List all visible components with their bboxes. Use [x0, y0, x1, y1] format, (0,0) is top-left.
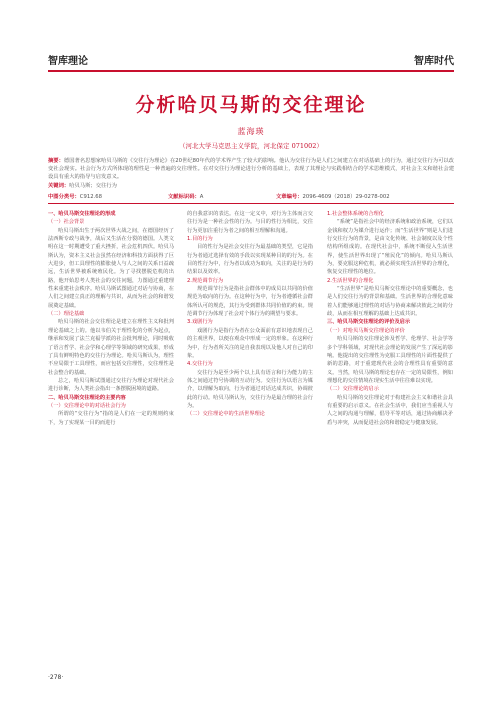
paragraph: 交往行为是至少两个以上具有语言和行为能力的主体之间通过符号协调的互动行为。交往行为以语言为媒介，以理解为取向，行为者通过对话达成共识，协调彼此的行动。哈贝马斯认为，交往行为是最合理的社会行为。	[187, 369, 313, 409]
section-heading: 三、哈贝马斯交往理论的评价及启示	[327, 319, 411, 326]
subsection-heading: 1.目的行为	[187, 236, 213, 243]
header-rule	[48, 70, 454, 72]
doc-label: 文献标识码：	[168, 194, 200, 200]
subsection-heading: 2.规范调节行为	[187, 277, 224, 284]
subsection-heading: （一）对哈贝马斯交往理论的评价	[327, 327, 405, 334]
body-column-3	[327, 210, 453, 670]
clc-value: C912.68	[79, 194, 103, 200]
header-right: 智库时代	[414, 56, 454, 67]
doc-code	[168, 192, 203, 200]
article-title: 分析哈贝马斯的交往理论	[135, 94, 367, 116]
page-number: ·278·	[48, 674, 64, 681]
paragraph: 哈贝马斯出生于两次世界大战之间，在德国经历了法西斯专政与战争，战后又生活在分裂的德国。人类文明在这一时期遭受了重大挫折，社会危机四伏。哈贝马斯认为，资本主义社会虽然在经济和科技方面获得了巨大进步，但工具理性的膨胀使人与人之间的关系日益疏远，生活世界被系统殖民化。为了寻找摆脱危机的出路，他开始思考人类社会的交往问题，力图通过重建理性来重建社会秩序。哈贝马斯试图通过对话与协商，在人们之间建立真正的理解与共识，从而为社会的和谐发展奠定基础。	[48, 227, 174, 309]
paragraph: 总之，哈贝马斯试图通过交往行为理论对现代社会进行诊断，为人类社会指出一条摆脱困境的道路。	[48, 377, 174, 393]
keywords-text: 哈贝马斯；交往行为	[69, 183, 117, 189]
clc-label: 中图分类号：	[48, 194, 80, 200]
subsection-heading: 3.戏剧行为	[187, 319, 213, 326]
paragraph: 规范调节行为是指社会群体中的成员以共同的价值规范为取向的行为。在这种行为中，行为者遵循社会群体所认可的规范，其行为受到群体共同价值的约束。规范调节行为体现了社会对个体行为的期望与要求。	[187, 286, 313, 318]
paragraph: 戏剧行为是指行为者在公众面前有意识地表现自己的主观世界，以便在观众中形成一定的形象。在这种行为中，行为者所关注的是自我表现以及他人对自己的印象。	[187, 327, 313, 359]
id-label: 文章编号：	[276, 194, 303, 200]
id-value: 2096-4609（2018）29-0278-002	[302, 194, 390, 200]
body-column-2	[187, 210, 313, 670]
subsection-heading: （二）交往理论的启示	[327, 386, 379, 393]
header-left: 智库理论	[48, 56, 88, 67]
paragraph: 哈贝马斯的交往理论涉及哲学、伦理学、社会学等多个学科领域，对现代社会理论的发展产生了深远的影响。他提出的交往理性为克服工具理性的片面性提供了新的思路，对于重建现代社会的合理性具有重要的意义。当然，哈贝马斯的理论也存在一定的局限性，例如理想化的交往情境在现实生活中往往难以实现。	[327, 336, 453, 384]
keywords-label: 关键词：	[48, 183, 70, 189]
article-meta	[48, 192, 454, 201]
abstract-label: 摘要：	[48, 158, 64, 164]
meta-rule	[48, 203, 454, 204]
subsection-heading: （二）理论基础	[48, 311, 85, 318]
article-id	[276, 192, 390, 200]
clc-code	[48, 192, 102, 200]
paragraph: “系统”是指社会中的经济系统和政治系统，它们以金钱和权力为媒介进行运作；而“生活世界”则是人们进行交往行为的背景，是由文化传统、社会制度以及个性结构所组成的。在现代社会中，系统不断侵入生活世界，使生活世界出现了“殖民化”的倾向。哈贝马斯认为，要克服这种危机，就必须实现生活世界的合理化，恢复交往理性的地位。	[327, 219, 453, 276]
section-heading: 二、哈贝马斯交往理论的主要内容	[48, 394, 126, 401]
body-column-1	[48, 210, 174, 670]
paragraph: 哈贝马斯的社会交往理论是建立在理性主义和批判理论基础之上的。他以韦伯关于理性化的分析为起点，继承和发展了法兰克福学派的社会批判理论，同时吸收了语言哲学、社会学和心理学等领域的研究成果，形成了具有鲜明特色的交往行为理论。哈贝马斯认为，理性不应局限于工具理性，而应包括交往理性，交往理性是社会整合的基础。	[48, 319, 174, 376]
paragraph: “生活世界”是哈贝马斯交往理论中的重要概念，也是人们交往行为的背景和基础。生活世界的合理化意味着人们能够通过理性的对话与协商来解决彼此之间的分歧，从而在相互理解的基础上达成共识。	[327, 286, 453, 318]
paragraph: 目的性行为是社会交往行为最基础的类型，它是指行为者通过选择有效的手段以实现某种目的的行为。在目的性行为中，行为者以成功为取向，关注的是行为的结果以及效率。	[187, 244, 313, 276]
subsection-heading: 4.交往行为	[187, 361, 213, 368]
author-affiliation: （河北大学马克思主义学院，河北保定 071002）	[179, 142, 323, 150]
article-author: 蓝海瑛	[237, 127, 265, 136]
abstract	[48, 157, 454, 181]
doc-value: A	[199, 194, 204, 200]
paragraph: 所谓的“交往行为”指的是人们在一定的规则约束下，为了实现某一目的而进行	[48, 411, 174, 426]
abstract-text: 德国著名思想家哈贝马斯的《交往行为理论》在20世纪80年代的学术界产生了较大的影响。他认为交往行为是人们之间建立在对话基础上的行为，通过交往行为可以改变社会现实。社会行为方式所体现的理性是一种普遍的交往理性。在对交往行为理论进行分析的基础上，表现了其理论与实践相结合的学术思维模式，对社会主义和谐社会建设具有重大的指导与启发意义。	[48, 158, 454, 180]
section-heading: 一、哈贝马斯交往理论的形成	[48, 211, 116, 217]
paragraph: 哈贝马斯的交往理论对于构建社会主义和谐社会具有重要的启示意义。在社会生活中，我们应当重视人与人之间的沟通与理解，倡导平等对话，通过协商解决矛盾与冲突，从而促进社会的和谐稳定与健康发展。	[327, 394, 453, 426]
subsection-heading: （二）交往理论中的生活世界理论	[187, 411, 265, 418]
running-header	[48, 48, 454, 68]
keywords	[48, 181, 454, 189]
paragraph: 的自我意识的表达。在这一定义中，对行为主体而言交往行为是一种社会性的行为。与目的性行为相比，交往行为更加注重行为者之间的相互理解和沟通。	[187, 211, 313, 234]
subsection-heading: 2.生活世界的合理化	[327, 277, 374, 284]
subsection-heading: 1.社会整体系统的合理化	[327, 211, 384, 217]
subsection-heading: （一）交往理论中的对话社会行为	[48, 402, 126, 409]
subsection-heading: （一）社会背景	[48, 219, 85, 226]
